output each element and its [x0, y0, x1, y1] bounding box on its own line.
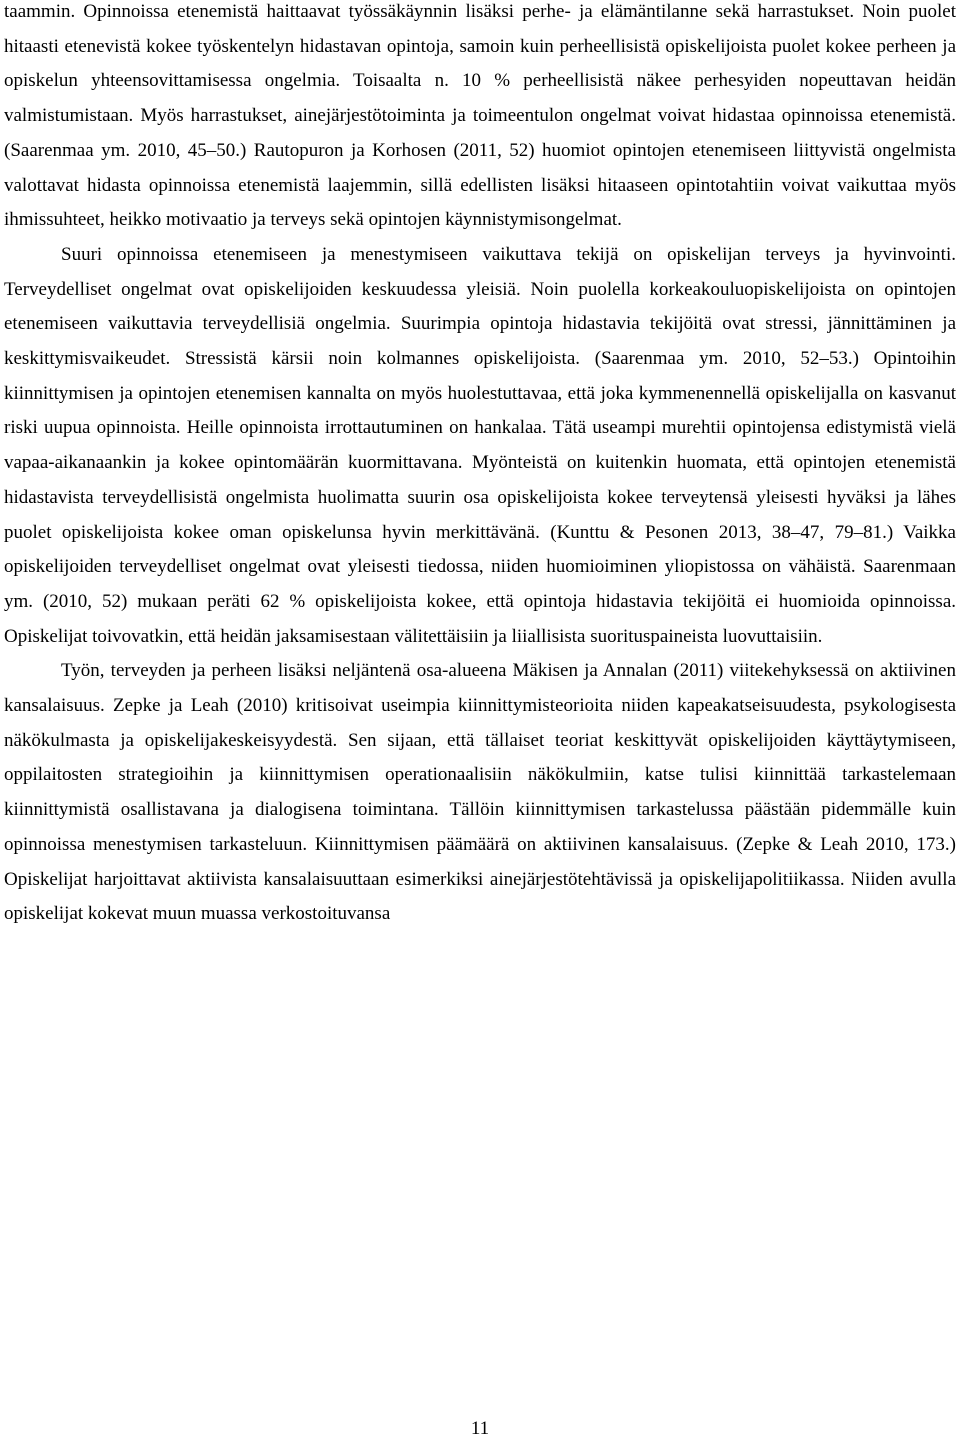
- document-body: [4, 0, 956, 932]
- paragraph-3: Työn, terveyden ja perheen lisäksi neljäntenä osa-alueena Mäkisen ja Annalan (2011) viitekehyksessä on aktiivinen kansalaisuus. Zepke ja Leah (2010) kritisoivat useimpia kiinnittymisteorioita niiden kapeakatseisuudesta, psykologisesta näkökulmasta ja opiskelijakeskeisyydestä. Sen sijaan, että tällaiset teoriat keskittyvät opiskelijoiden käyttäytymiseen, oppilaitosten strategioihin ja kiinnittymisen operationaalisiin näkökulmiin, katse tulisi kiinnittää tarkastelemaan kiinnittymistä osallistavana ja dialogisena toimintana. Tällöin kiinnittymisen tarkastelussa päästään pidemmälle kuin opinnoissa menestymisen tarkasteluun. Kiinnittymisen päämäärä on aktiivinen kansalaisuus. (Zepke & Leah 2010, 173.) Opiskelijat harjoittavat aktiivista kansalaisuuttaan esimerkiksi ainejärjestötehtävissä ja opiskelijapolitiikassa. Niiden avulla opiskelijat kokevat muun muassa verkostoituvansa: [4, 660, 956, 925]
- paragraph-2: Suuri opinnoissa etenemiseen ja menestymiseen vaikuttava tekijä on opiskelijan terveys ja hyvinvointi. Terveydelliset ongelmat ovat opiskelijoiden keskuudessa yleisiä. Noin puolella korkeakouluopiskelijoista on opintojen etenemiseen vaikuttavia terveydellisiä ongelmia. Suurimpia opintoja hidastavia tekijöitä ovat stressi, jännittäminen ja keskittymisvaikeudet. Stressistä kärsii noin kolmannes opiskelijoista. (Saarenmaa ym. 2010, 52–53.) Opintoihin kiinnittymisen ja opintojen etenemisen kannalta on myös huolestuttavaa, että joka kymmenennellä opiskelijalla on kasvanut riski uupua opinnoista. Heille opinnoista irrottautuminen on hankalaa. Tätä useampi murehtii opintojensa edistymistä vielä vapaa-aikanaankin ja kokee opintomäärän kuormittavana. Myönteistä on kuitenkin huomata, että opintojen etenemistä hidastavista terveydellisistä ongelmista huolimatta suurin osa opiskelijoista kokee terveytensä yleisesti hyväksi ja lähes puolet opiskelijoista kokee oman opiskelunsa hyvin merkittävänä. (Kunttu & Pesonen 2013, 38–47, 79–81.) Vaikka opiskelijoiden terveydelliset ongelmat ovat yleisesti tiedossa, niiden huomioiminen yliopistossa on vähäistä. Saarenmaan ym. (2010, 52) mukaan peräti 62 % opiskelijoista kokee, että opintoja hidastavia tekijöitä ei huomioida opinnoissa. Opiskelijat toivovatkin, että heidän jaksamisestaan välitettäisiin ja liiallisista suorituspaineista luovuttaisiin.: [4, 243, 956, 647]
- page-number: 11: [470, 1418, 490, 1439]
- paragraph-1: taammin. Opinnoissa etenemistä haittaavat työssäkäynnin lisäksi perhe- ja elämäntilanne sekä harrastukset. Noin puolet hitaasti etenevistä kokee työskentelyn hidastavan opintoja, samoin kuin perheellisistä opiskelijoista puolet kokee perheen ja opiskelun yhteensovittamisessa ongelmia. Toisaalta n. 10 % perheellisistä näkee perhesyiden nopeuttavan heidän valmistumistaan. Myös harrastukset, ainejärjestötoiminta ja toimeentulon ongelmat voivat hidastaa opinnoissa etenemistä. (Saarenmaa ym. 2010, 45–50.) Rautopuron ja Korhosen (2011, 52) huomiot opintojen etenemiseen liittyvistä ongelmista valottavat hidasta opinnoissa etenemistä laajemmin, sillä edellisten lisäksi hitaaseen opintotahtiin voivat vaikuttaa myös ihmissuhteet, heikko motivaatio ja terveys sekä opintojen käynnistymisongelmat.: [4, 1, 956, 231]
